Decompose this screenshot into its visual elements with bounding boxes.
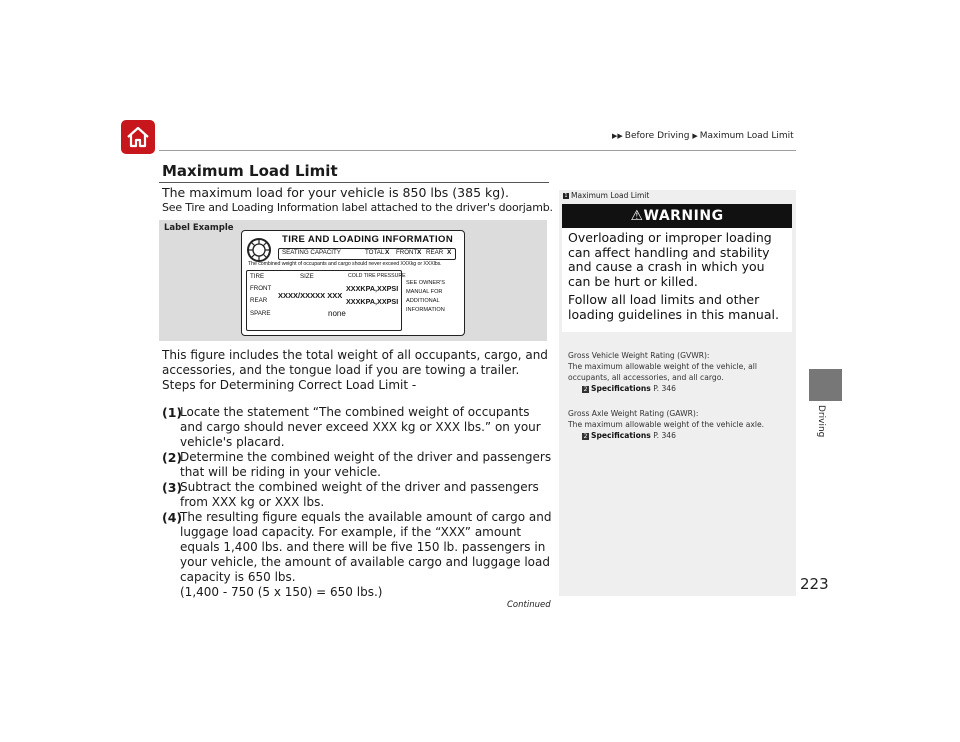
section-label: Driving	[816, 405, 826, 438]
home-icon	[125, 124, 151, 150]
specifications-link[interactable]: 2 Specifications P. 346	[583, 384, 676, 393]
breadcrumb-current: Maximum Load Limit	[699, 131, 794, 141]
rear-pressure-value: XXXKPA,XXPSI	[346, 297, 399, 306]
front-pressure-value: XXXKPA,XXPSI	[346, 284, 399, 293]
warning-icon: ⚠	[630, 208, 644, 224]
label-example-caption: Label Example	[164, 223, 234, 233]
intro-max-load: The maximum load for your vehicle is 850 lbs (385 kg).	[162, 185, 510, 200]
note-heading: 1 Maximum Load Limit	[564, 191, 650, 200]
tire-loading-label: TIRE AND LOADING INFORMATION SEATING CAPACITY TOTAL X FRONT X REAR X The combined weight of occupants and cargo should never exceed XXXkg or XXXlbs. TIRE SIZE COLD TIRE PRESSURE FRONT REAR SPARE XXXX/XXXXX XXX XXXKPA,XXPSI XXXKPA,XXPSI none SEE OWNER'S MANUAL FOR ADDITIONAL INFORMATION	[241, 230, 465, 336]
gawr-note: Gross Axle Weight Rating (GAWR): The maximum allowable weight of the vehicle axle. 2 Specifications P. 346	[568, 408, 788, 441]
continued-note: Continued	[507, 600, 551, 610]
tire-size-value: XXXX/XXXXX XXX	[278, 291, 343, 300]
tire-label-heading: TIRE AND LOADING INFORMATION	[282, 234, 454, 245]
intro-label-reference: See Tire and Loading Information label attached to the driver's doorjamb.	[162, 201, 553, 214]
breadcrumb	[612, 131, 794, 141]
see-manual-note: SEE OWNER'S MANUAL FOR ADDITIONAL INFORMATION	[406, 280, 445, 313]
warning-box	[562, 204, 792, 332]
seating-capacity-text: SEATING CAPACITY	[282, 249, 341, 256]
page-number: 223	[800, 575, 829, 593]
breadcrumb-arrow-icon: ▶▶	[612, 132, 623, 140]
breadcrumb-link-before-driving[interactable]: Before Driving	[624, 131, 690, 141]
label-example-figure	[159, 220, 547, 341]
combined-weight-note: The combined weight of occupants and cargo should never exceed XXXkg or XXXlbs.	[248, 261, 442, 267]
steps-heading: Steps for Determining Correct Load Limit -	[162, 378, 417, 392]
tire-icon	[246, 237, 272, 263]
page-title: Maximum Load Limit	[162, 162, 338, 180]
title-divider	[159, 182, 549, 183]
specifications-link[interactable]: 2 Specifications P. 346	[583, 431, 676, 440]
list-item: (2) Determine the combined weight of the driver and passengers that will be riding in your vehicle.	[162, 450, 552, 479]
total-text: TOTAL	[365, 249, 385, 256]
page-ref-icon: 2	[583, 386, 588, 393]
load-weight-paragraph: This figure includes the total weight of all occupants, cargo, and accessories, and the tongue load if you are towing a trailer. Steps for Determining Correct Load Limit -	[162, 348, 552, 393]
list-item: (1) Locate the statement “The combined weight of occupants and cargo should never exceed XXX kg or XXX lbs.” on your vehicle's placard.	[162, 405, 541, 449]
list-item: (1,400 - 750 (5 x 150) = 650 lbs.)	[180, 585, 383, 599]
front-text: FRONT	[396, 249, 418, 256]
section-tab[interactable]	[809, 369, 842, 401]
page-ref-icon: 2	[583, 433, 588, 440]
spare-value: none	[328, 309, 346, 318]
warning-text: Overloading or improper loading can affect handling and stability and cause a crash in which you can be hurt or killed. Follow all load limits and other loading guidelines in this manual.	[568, 230, 779, 322]
home-button[interactable]	[121, 120, 155, 154]
gvwr-note: Gross Vehicle Weight Rating (GVWR): The maximum allowable weight of the vehicle, all occupants, all accessories, and all cargo. 2 Specifications P. 346	[568, 350, 788, 394]
list-item: (4) The resulting figure equals the available amount of cargo and luggage load capacity. For example, if the “XXX” amount equals 1,400 lbs. and there will be five 150 lb. passengers in your vehicle, the amount of available cargo and luggage load capacity is 650 lbs.	[162, 510, 552, 584]
note-icon: 1	[564, 193, 568, 199]
warning-header: ⚠WARNING	[562, 204, 792, 228]
list-item: (3) Subtract the combined weight of the driver and passengers from XXX kg or XXX lbs.	[162, 480, 539, 509]
load-limit-steps	[162, 405, 554, 600]
header-divider	[159, 150, 796, 151]
breadcrumb-arrow-icon: ▶	[692, 132, 698, 140]
rear-text: REAR	[426, 249, 444, 256]
sidebar-notes	[559, 190, 796, 596]
